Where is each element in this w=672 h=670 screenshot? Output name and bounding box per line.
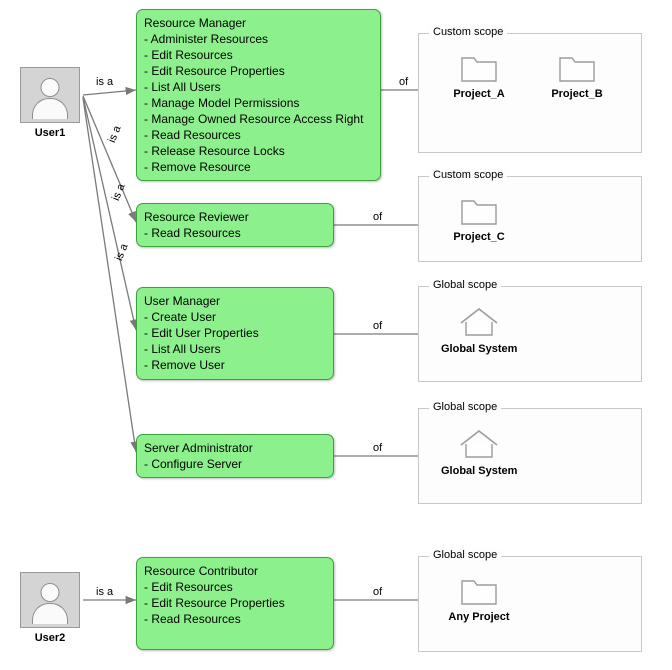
edge-label-of-2: of xyxy=(373,211,383,223)
role-permission: - Manage Model Permissions xyxy=(144,96,300,110)
home-icon xyxy=(457,427,501,461)
edge-label-is-a-3: is a xyxy=(110,182,128,203)
edge-label-is-a-4: is a xyxy=(113,242,131,263)
role-permission: - Manage Owned Resource Access Right xyxy=(144,112,364,126)
scope-panel-global-2 xyxy=(418,401,642,504)
user-avatar-icon xyxy=(20,67,80,123)
user-label: User1 xyxy=(34,127,66,139)
role-permission: - Release Resource Locks xyxy=(144,144,285,158)
edge-label-of-3: of xyxy=(373,320,383,332)
user-node-user1[interactable] xyxy=(20,67,84,139)
folder-icon xyxy=(460,575,498,607)
folder-icon xyxy=(460,52,498,84)
role-title: Resource Reviewer xyxy=(144,210,249,224)
edge-label-is-a-2: is a xyxy=(106,124,124,145)
scope-item-label: Global System xyxy=(441,343,518,355)
role-title: Resource Manager xyxy=(144,16,247,30)
role-title: User Manager xyxy=(144,294,221,308)
folder-icon xyxy=(460,195,498,227)
role-permission: - Create User xyxy=(144,310,217,324)
edge-label-of-1: of xyxy=(399,76,409,88)
role-box-server-administrator[interactable] xyxy=(136,434,334,478)
edge-label-is-a-5: is a xyxy=(96,586,114,598)
role-box-user-manager[interactable] xyxy=(136,287,334,380)
role-title: Server Administrator xyxy=(144,441,253,455)
role-permission: - List All Users xyxy=(144,342,221,356)
scope-item[interactable] xyxy=(441,575,517,623)
scope-item[interactable] xyxy=(441,52,517,100)
role-permission: - Edit Resource Properties xyxy=(144,596,285,610)
user-avatar-icon xyxy=(20,572,80,628)
scope-panel-global-3 xyxy=(418,549,642,652)
role-permission: - Edit Resources xyxy=(144,580,233,594)
scope-item-label: Project_A xyxy=(453,88,505,100)
role-permission: - Remove Resource xyxy=(144,160,251,174)
role-permission: - Edit Resources xyxy=(144,48,233,62)
role-permission: - Administer Resources xyxy=(144,32,269,46)
scope-title: Global scope xyxy=(429,401,501,413)
scope-panel-custom-2 xyxy=(418,169,642,262)
role-permission: - Edit Resource Properties xyxy=(144,64,285,78)
edge-label-of-5: of xyxy=(373,586,383,598)
scope-item[interactable] xyxy=(441,305,517,355)
scope-title: Custom scope xyxy=(429,169,507,181)
scope-panel-custom-1 xyxy=(418,26,642,153)
role-box-resource-contributor[interactable] xyxy=(136,557,334,650)
scope-panel-global-1 xyxy=(418,279,642,382)
role-permission: - Read Resources xyxy=(144,128,241,142)
scope-item[interactable] xyxy=(441,427,517,477)
role-title: Resource Contributor xyxy=(144,564,259,578)
role-box-resource-reviewer[interactable] xyxy=(136,203,334,247)
edge-label-is-a-1: is a xyxy=(96,76,114,88)
role-box-resource-manager[interactable] xyxy=(136,9,381,181)
role-permission: - Read Resources xyxy=(144,612,241,626)
role-permission: - List All Users xyxy=(144,80,221,94)
role-permission: - Edit User Properties xyxy=(144,326,259,340)
role-permission: - Configure Server xyxy=(144,457,243,471)
scope-item-label: Any Project xyxy=(448,611,510,623)
scope-title: Global scope xyxy=(429,279,501,291)
scope-item-label: Project_C xyxy=(453,231,505,243)
scope-title: Custom scope xyxy=(429,26,507,38)
scope-item-label: Project_B xyxy=(551,88,603,100)
role-permission: - Read Resources xyxy=(144,226,241,240)
edge-label-of-4: of xyxy=(373,442,383,454)
user-node-user2[interactable] xyxy=(20,572,84,644)
scope-title: Global scope xyxy=(429,549,501,561)
scope-item[interactable] xyxy=(441,195,517,243)
role-permission: - Remove User xyxy=(144,358,225,372)
scope-item-label: Global System xyxy=(441,465,518,477)
folder-icon xyxy=(558,52,596,84)
scope-item[interactable] xyxy=(539,52,615,100)
user-label: User2 xyxy=(34,632,66,644)
home-icon xyxy=(457,305,501,339)
